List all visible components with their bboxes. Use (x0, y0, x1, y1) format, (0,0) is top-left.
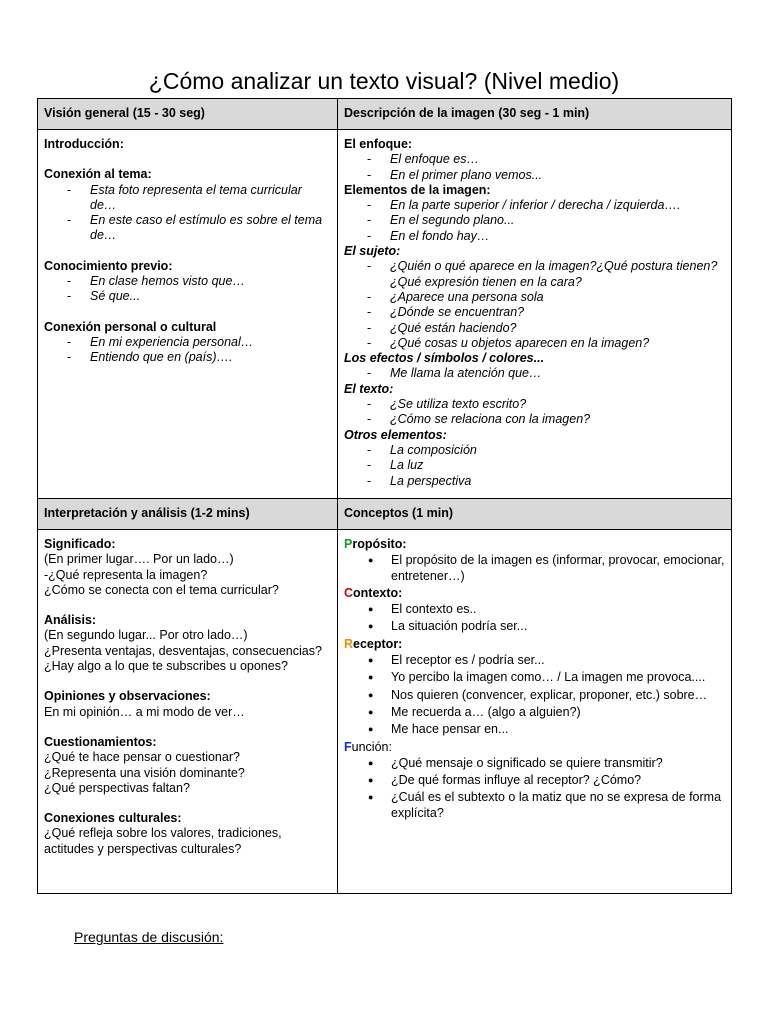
conexion-tema-list (44, 183, 331, 244)
discussion-questions-heading: Preguntas de discusión: (74, 929, 224, 945)
interpretacion-cell (38, 530, 338, 894)
list-item: - En el fondo hay… (390, 229, 725, 244)
header-conceptos: Conceptos (1 min) (338, 499, 732, 530)
personal-heading: Conexión personal o cultural (44, 319, 217, 334)
header-interpretacion: Interpretación y análisis (1-2 mins) (38, 499, 338, 530)
descripcion-cell (338, 130, 732, 499)
text-line: ¿Representa una visión dominante? (44, 765, 245, 780)
conexiones-heading: Conexiones culturales: (44, 811, 182, 826)
conocimiento-list (44, 274, 331, 305)
sujeto-list (344, 259, 725, 351)
receptor-label: eceptor: (353, 636, 403, 651)
text-line: ¿Presenta ventajas, desventajas, consecuencias? (44, 643, 322, 658)
enfoque-list (344, 152, 725, 183)
efectos-list (344, 366, 725, 381)
list-item: - ¿Quién o qué aparece en la imagen?¿Qué postura tienen?¿Qué expresión tienen en la cara? (390, 259, 725, 290)
list-item: - ¿Cómo se relaciona con la imagen? (390, 412, 725, 427)
list-item: - Me llama la atención que… (390, 366, 725, 381)
list-item: ● Nos quieren (convencer, explicar, proponer, etc.) sobre… (391, 688, 725, 703)
list-item: - En clase hemos visto que… (90, 274, 331, 289)
text-line: (En primer lugar…. Por un lado…) (44, 552, 234, 567)
conexion-tema-heading: Conexión al tema: (44, 167, 152, 182)
opiniones-heading: Opiniones y observaciones: (44, 689, 211, 704)
list-item: ● Yo percibo la imagen como… / La imagen me provoca.... (391, 670, 725, 685)
vision-general-cell (38, 130, 338, 499)
list-item: - En el primer plano vemos... (390, 168, 725, 183)
conocimiento-heading: Conocimiento previo: (44, 258, 173, 273)
list-item: - Entiendo que en (país)…. (90, 350, 331, 365)
otros-heading: Otros elementos: (344, 427, 447, 442)
content-row-top (38, 130, 732, 499)
list-item: ● El propósito de la imagen es (informar, provocar, emocionar, entretener…) (391, 553, 725, 584)
list-item: - El enfoque es… (390, 152, 725, 167)
text-line: ¿Cómo se conecta con el tema curricular? (44, 582, 279, 597)
text-line: ¿Qué perspectivas faltan? (44, 780, 190, 795)
list-item: - ¿Se utiliza texto escrito? (390, 397, 725, 412)
funcion-list (344, 756, 725, 821)
header-descripcion: Descripción de la imagen (30 seg - 1 min) (338, 99, 732, 130)
contexto-initial: C (344, 585, 354, 600)
funcion-heading (344, 740, 725, 755)
elementos-heading: Elementos de la imagen: (344, 182, 491, 197)
list-item: - La perspectiva (390, 474, 725, 489)
list-item: - La composición (390, 443, 725, 458)
efectos-heading: Los efectos / símbolos / colores... (344, 351, 545, 366)
list-item: ● ¿Cuál es el subtexto o la matiz que no se expresa de forma explícita? (391, 790, 725, 821)
list-item: ● Me recuerda a… (algo a alguien?) (391, 705, 725, 720)
intro-heading: Introducción: (44, 137, 124, 151)
list-item: ● Me hace pensar en... (391, 722, 725, 737)
personal-list (44, 335, 331, 366)
text-line: ¿Qué refleja sobre los valores, tradiciones, actitudes y perspectivas culturales? (44, 826, 282, 856)
list-item: ● La situación podría ser... (391, 619, 725, 634)
proposito-heading (344, 537, 725, 552)
text-line: En mi opinión… a mi modo de ver… (44, 704, 245, 719)
receptor-initial: R (344, 636, 354, 651)
text-line: (En segundo lugar... Por otro lado…) (44, 628, 248, 643)
header-row-bottom (38, 499, 732, 530)
list-item: ● El contexto es.. (391, 602, 725, 617)
list-item: ● El receptor es / podría ser... (391, 653, 725, 668)
analisis-heading: Análisis: (44, 613, 97, 628)
text-line: ¿Hay algo a lo que te subscribes u opones? (44, 659, 288, 674)
list-item: - En la parte superior / inferior / derecha / izquierda…. (390, 198, 725, 213)
header-vision-general: Visión general (15 - 30 seg) (38, 99, 338, 130)
list-item: - ¿Qué están haciendo? (390, 321, 725, 336)
proposito-label: ropósito: (352, 537, 407, 551)
elementos-list (344, 198, 725, 244)
receptor-list (344, 653, 725, 737)
receptor-heading (344, 637, 725, 652)
texto-list (344, 397, 725, 428)
funcion-label: unción: (351, 739, 392, 754)
proposito-list (344, 553, 725, 584)
contexto-heading (344, 586, 725, 601)
list-item: - En este caso el estímulo es sobre el tema de… (90, 213, 331, 244)
list-item: - En el segundo plano... (390, 213, 725, 228)
list-item: - Esta foto representa el tema curricular de… (90, 183, 331, 214)
list-item: - ¿Qué cosas u objetos aparecen en la imagen? (390, 336, 725, 351)
funcion-initial: F (344, 739, 352, 754)
list-item: - En mi experiencia personal… (90, 335, 331, 350)
list-item: ● ¿De qué formas influye al receptor? ¿Cómo? (391, 773, 725, 788)
conceptos-cell (338, 530, 732, 894)
content-row-bottom (38, 530, 732, 894)
list-item: ● ¿Qué mensaje o significado se quiere transmitir? (391, 756, 725, 771)
significado-heading: Significado: (44, 537, 116, 551)
list-item: - ¿Aparece una persona sola (390, 290, 725, 305)
contexto-label: ontexto: (353, 585, 403, 600)
text-line: ¿Qué te hace pensar o cuestionar? (44, 750, 240, 765)
list-item: - Sé que... (90, 289, 331, 304)
text-line: -¿Qué representa la imagen? (44, 567, 208, 582)
texto-heading: El texto: (344, 381, 394, 396)
page-title: ¿Cómo analizar un texto visual? (Nivel medio) (148, 68, 620, 94)
list-item: - La luz (390, 458, 725, 473)
sujeto-heading: El sujeto: (344, 244, 401, 259)
analysis-table (37, 98, 732, 894)
proposito-initial: P (344, 537, 353, 551)
enfoque-heading: El enfoque: (344, 137, 413, 151)
contexto-list (344, 602, 725, 635)
list-item: - ¿Dónde se encuentran? (390, 305, 725, 320)
cuestionamientos-heading: Cuestionamientos: (44, 734, 157, 749)
otros-list (344, 443, 725, 489)
header-row-top (38, 99, 732, 130)
